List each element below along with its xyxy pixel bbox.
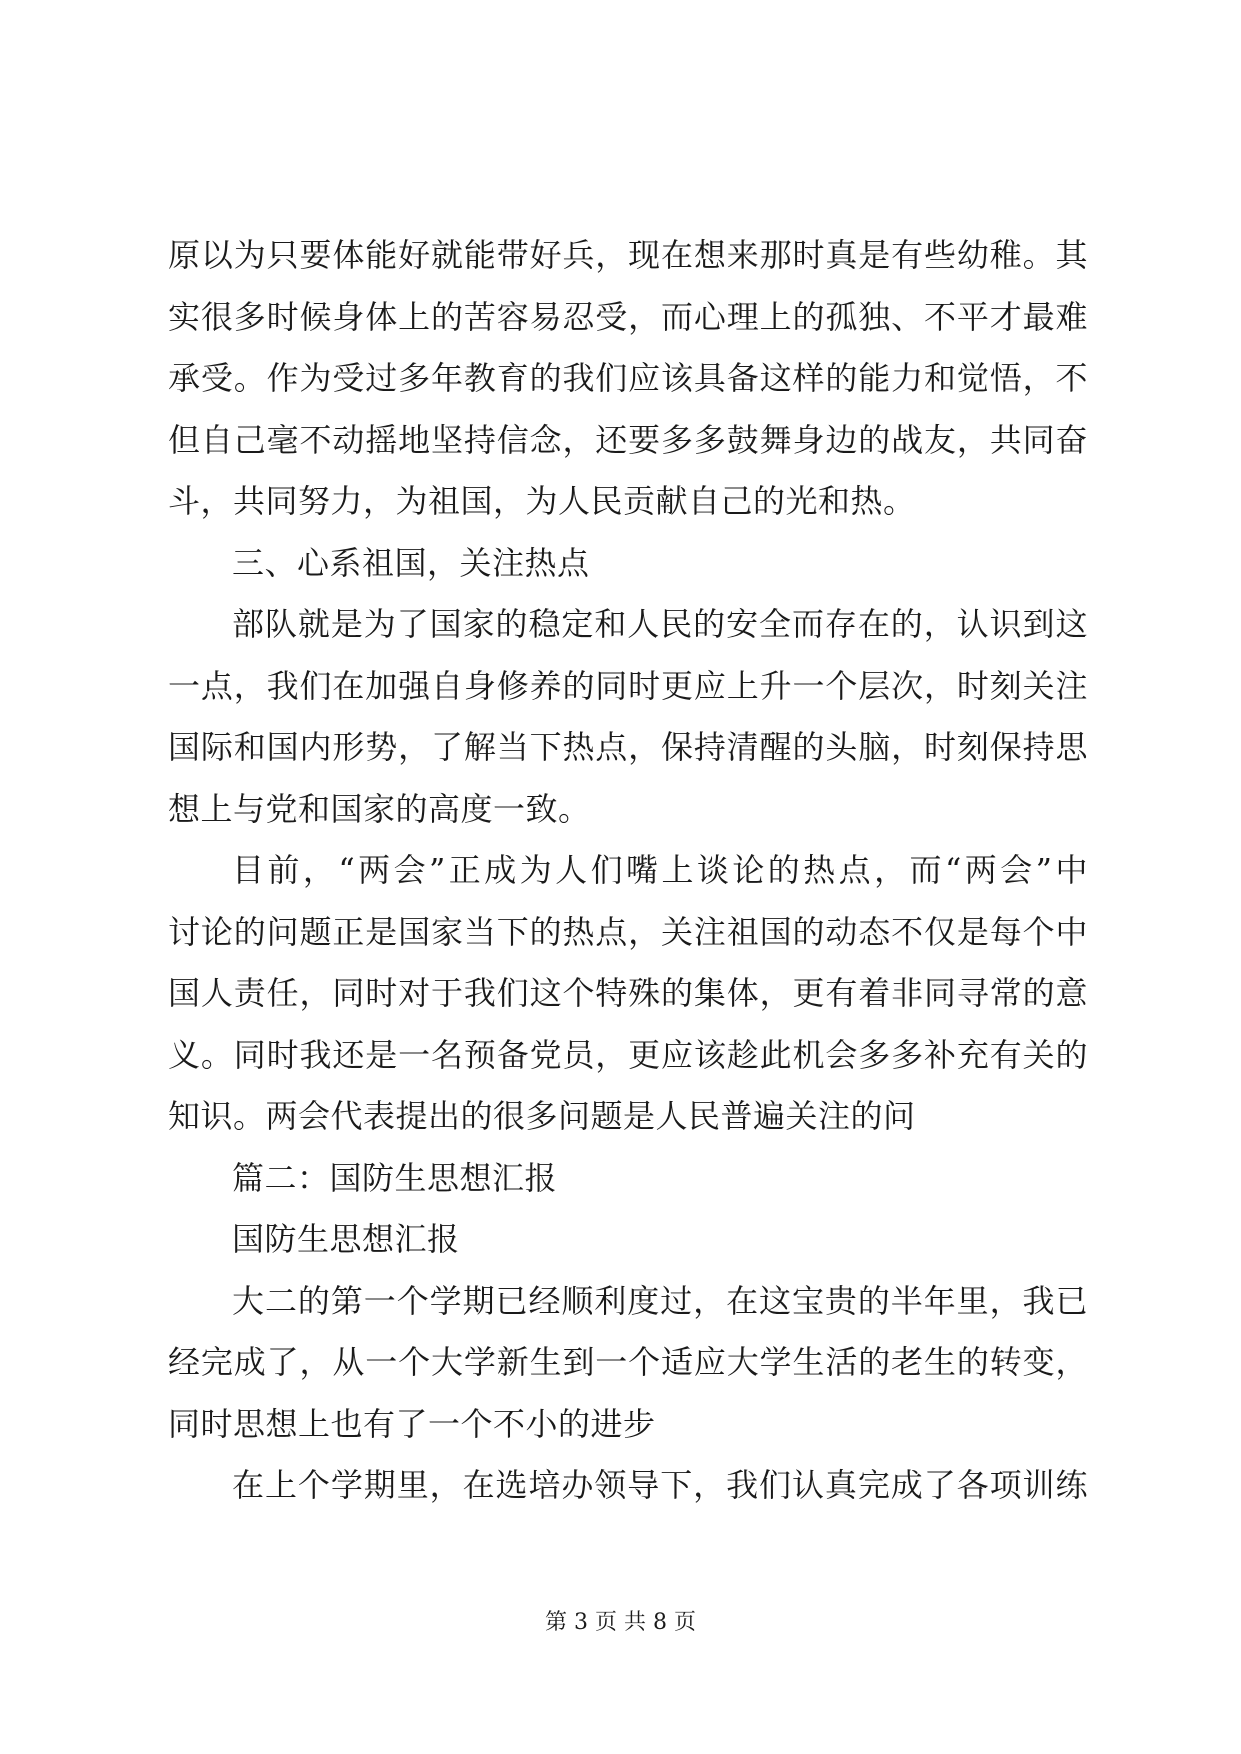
text-line: 讨论的问题正是国家当下的热点，关注祖国的动态不仅是每个中 [168, 912, 1088, 951]
text-line: 同时思想上也有了一个不小的进步 [168, 1404, 656, 1443]
text-line: 知识。两会代表提出的很多问题是人民普遍关注的问 [168, 1097, 916, 1135]
text-line: 经完成了，从一个大学新生到一个适应大学生活的老生的转变， [168, 1343, 1088, 1381]
text-line: 但自己毫不动摇地坚持信念，还要多多鼓舞身边的战友，共同奋 [168, 420, 1088, 459]
text-line: 国人责任，同时对于我们这个特殊的集体，更有着非同寻常的意 [168, 974, 1088, 1012]
text-line: 斗，共同努力，为祖国，为人民贡献自己的光和热。 [168, 482, 916, 520]
section-heading: 三、心系祖国，关注热点 [232, 543, 590, 582]
body-text [168, 225, 1088, 1517]
page-number: 第 3 页 共 8 页 [545, 1610, 696, 1635]
text-line: 目前，“两会”正成为人们嘴上谈论的热点，而“两会”中 [232, 851, 1088, 889]
section-heading: 篇二：国防生思想汇报 [232, 1158, 558, 1197]
text-line: 实很多时候身体上的苦容易忍受，而心理上的孤独、不平才最难 [168, 297, 1088, 336]
text-line: 大二的第一个学期已经顺利度过，在这宝贵的半年里，我已 [232, 1281, 1088, 1320]
document-title: 国防生思想汇报 [232, 1220, 460, 1258]
text-line: 部队就是为了国家的稳定和人民的安全而存在的，认识到这 [232, 605, 1088, 643]
text-line: 国际和国内形势，了解当下热点，保持清醒的头脑，时刻保持思 [168, 728, 1088, 766]
text-line: 一点，我们在加强自身修养的同时更应上升一个层次，时刻关注 [168, 666, 1088, 705]
text-line: 想上与党和国家的高度一致。 [168, 789, 591, 828]
text-line: 原以为只要体能好就能带好兵，现在想来那时真是有些幼稚。其 [168, 236, 1088, 274]
text-line: 承受。作为受过多年教育的我们应该具备这样的能力和觉悟，不 [168, 359, 1088, 397]
text-line: 在上个学期里，在选培办领导下，我们认真完成了各项训练 [232, 1466, 1088, 1504]
text-line: 义。同时我还是一名预备党员，更应该趁此机会多多补充有关的 [168, 1035, 1088, 1074]
